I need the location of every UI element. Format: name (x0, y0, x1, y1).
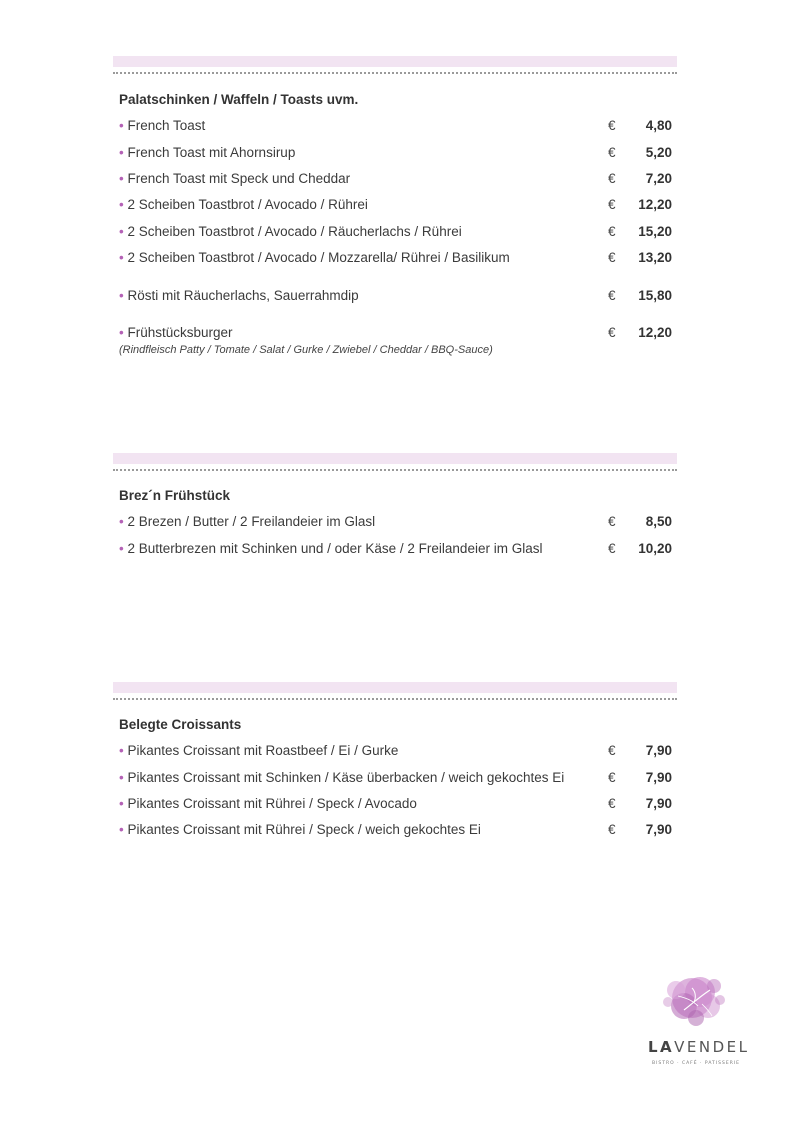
item-price: 12,20 (638, 325, 672, 340)
item-name: 2 Butterbrezen mit Schinken und / oder Käse / 2 Freilandeier im Glasl (127, 541, 543, 556)
bullet-icon: • (119, 145, 124, 160)
logo-wordmark: LAVENDEL (648, 1038, 750, 1056)
menu-item (119, 514, 672, 534)
item-name: Rösti mit Räucherlachs, Sauerrahmdip (127, 288, 359, 303)
menu-item (119, 541, 672, 561)
menu-item (119, 118, 672, 138)
item-name: 2 Scheiben Toastbrot / Avocado / Mozzarella/ Rührei / Basilikum (127, 250, 510, 265)
bullet-icon: • (119, 514, 124, 529)
item-name: 2 Brezen / Butter / 2 Freilandeier im Glasl (127, 514, 376, 529)
item-price: 7,90 (645, 743, 672, 758)
bullet-icon: • (119, 743, 124, 758)
item-price: 5,20 (645, 145, 672, 160)
bullet-icon: • (119, 325, 124, 340)
item-price: 8,50 (645, 514, 672, 529)
menu-item (119, 796, 672, 816)
item-name: French Toast mit Speck und Cheddar (127, 171, 351, 186)
currency-symbol: € (608, 822, 616, 837)
menu-item (119, 224, 672, 244)
bullet-icon: • (119, 197, 124, 212)
currency-symbol: € (608, 118, 616, 133)
currency-symbol: € (608, 770, 616, 785)
dotted-divider (113, 469, 677, 471)
item-price: 12,20 (638, 197, 672, 212)
item-price: 7,20 (645, 171, 672, 186)
section-title: Belegte Croissants (119, 717, 242, 732)
menu-item (119, 171, 672, 191)
currency-symbol: € (608, 325, 616, 340)
bullet-icon: • (119, 118, 124, 133)
item-price: 15,20 (638, 224, 672, 239)
item-name: Pikantes Croissant mit Rührei / Speck / Avocado (127, 796, 417, 811)
item-price: 7,90 (645, 796, 672, 811)
item-price: 13,20 (638, 250, 672, 265)
menu-item (119, 743, 672, 763)
menu-item (119, 288, 672, 308)
item-name: Frühstücksburger (127, 325, 233, 340)
currency-symbol: € (608, 171, 616, 186)
bullet-icon: • (119, 171, 124, 186)
bullet-icon: • (119, 288, 124, 303)
currency-symbol: € (608, 288, 616, 303)
currency-symbol: € (608, 145, 616, 160)
currency-symbol: € (608, 541, 616, 556)
currency-symbol: € (608, 224, 616, 239)
menu-item (119, 325, 672, 345)
menu-item (119, 197, 672, 217)
item-name: 2 Scheiben Toastbrot / Avocado / Räucherlachs / Rührei (127, 224, 462, 239)
item-note: (Rindfleisch Patty / Tomate / Salat / Gurke / Zwiebel / Cheddar / BBQ-Sauce) (119, 344, 493, 356)
bullet-icon: • (119, 796, 124, 811)
menu-item (119, 145, 672, 165)
menu-item (119, 822, 672, 842)
currency-symbol: € (608, 514, 616, 529)
section-band (113, 56, 677, 67)
section-band (113, 682, 677, 693)
item-name: French Toast mit Ahornsirup (127, 145, 296, 160)
logo-tagline: BISTRO · CAFÉ · PATISSERIE (651, 1061, 740, 1066)
menu-item (119, 770, 672, 790)
bullet-icon: • (119, 224, 124, 239)
currency-symbol: € (608, 743, 616, 758)
item-name: 2 Scheiben Toastbrot / Avocado / Rührei (127, 197, 368, 212)
bullet-icon: • (119, 250, 124, 265)
bullet-icon: • (119, 541, 124, 556)
dotted-divider (113, 698, 677, 700)
item-price: 10,20 (638, 541, 672, 556)
section-title: Palatschinken / Waffeln / Toasts uvm. (119, 92, 359, 107)
bullet-icon: • (119, 770, 124, 785)
section-band (113, 453, 677, 464)
currency-symbol: € (608, 796, 616, 811)
item-price: 7,90 (645, 770, 672, 785)
item-price: 4,80 (645, 118, 672, 133)
item-name: Pikantes Croissant mit Roastbeef / Ei / Gurke (127, 743, 399, 758)
dotted-divider (113, 72, 677, 74)
item-price: 15,80 (638, 288, 672, 303)
item-name: Pikantes Croissant mit Rührei / Speck / weich gekochtes Ei (127, 822, 481, 837)
bullet-icon: • (119, 822, 124, 837)
currency-symbol: € (608, 250, 616, 265)
currency-symbol: € (608, 197, 616, 212)
item-name: French Toast (127, 118, 206, 133)
item-price: 7,90 (645, 822, 672, 837)
menu-item (119, 250, 672, 270)
section-title: Brez´n Frühstück (119, 488, 231, 503)
item-name: Pikantes Croissant mit Schinken / Käse überbacken / weich gekochtes Ei (127, 770, 565, 785)
